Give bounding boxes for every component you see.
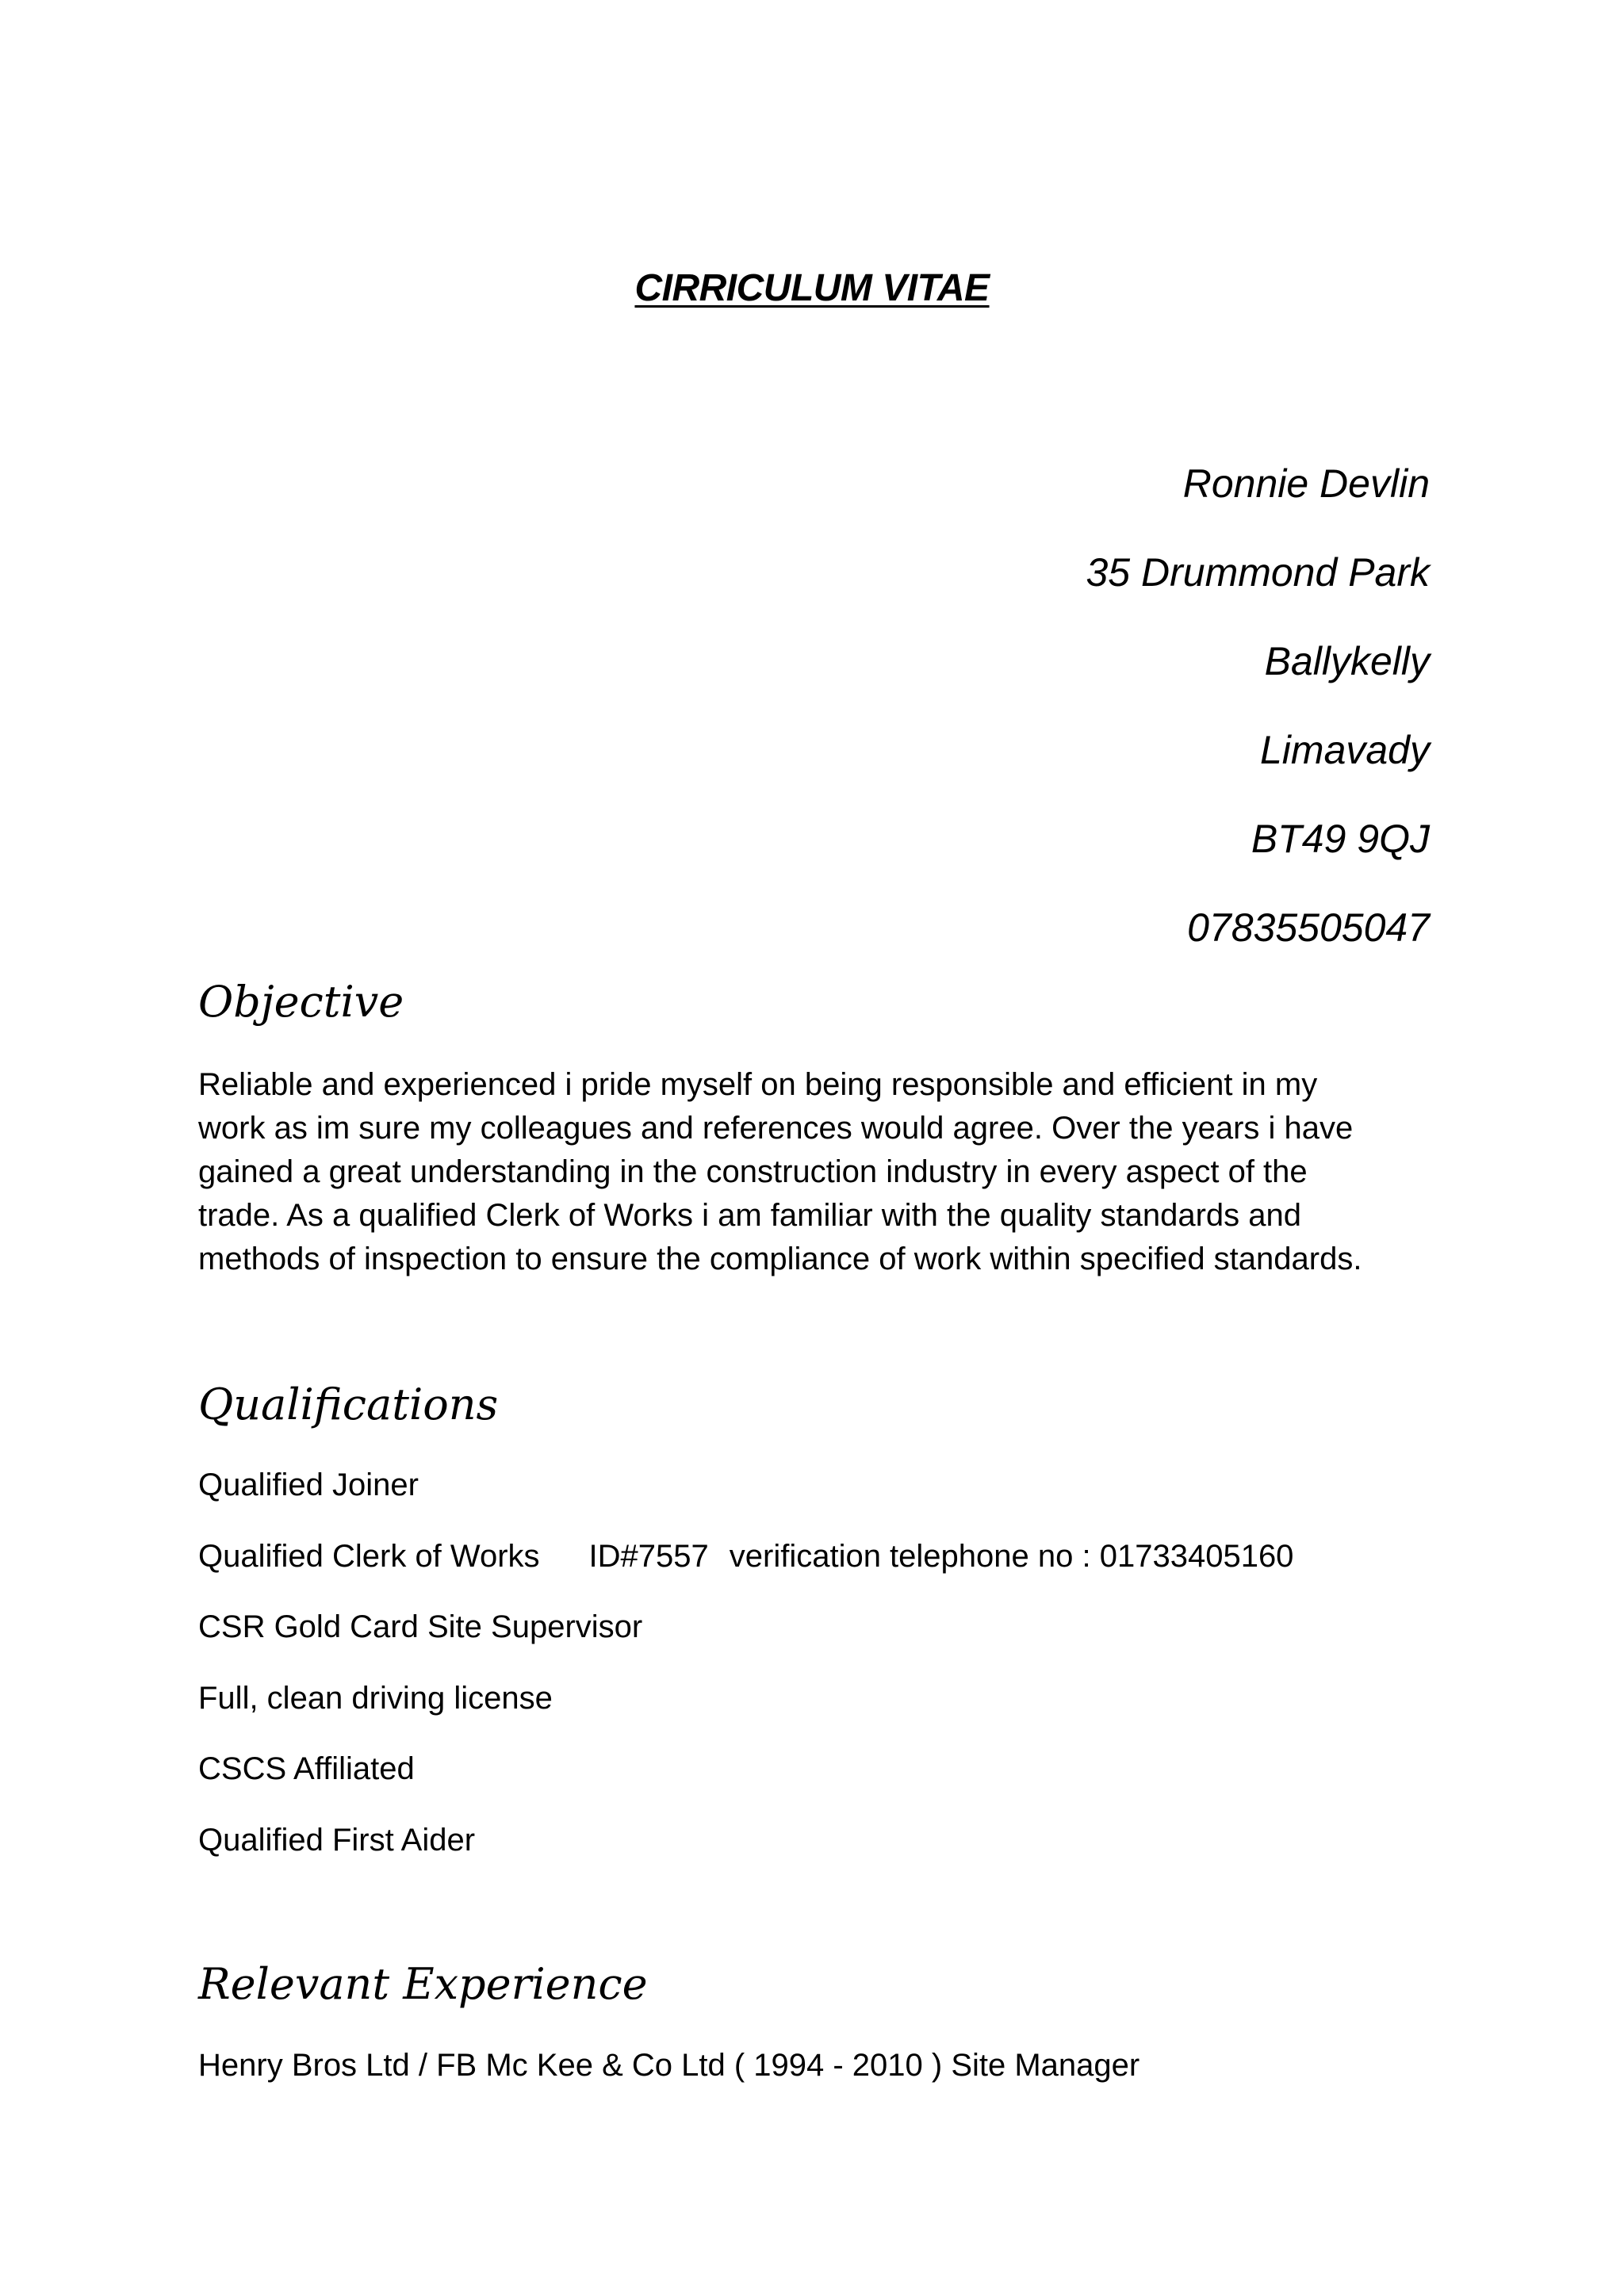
qualification-item: Qualified Joiner (198, 1468, 419, 1502)
verification-phone: verification telephone no : 01733405160 (729, 1539, 1294, 1574)
objective-line: trade. As a qualified Clerk of Works i am familiar with the quality standards and (198, 1198, 1302, 1233)
qualification-item: CSCS Affiliated (198, 1751, 415, 1786)
qualification-item: Qualified First Aider (198, 1823, 476, 1858)
experience-heading: Relevant Experience (198, 1959, 648, 2009)
clerk-id: ID#7557 (588, 1539, 709, 1574)
contact-phone: 07835505047 (1187, 905, 1430, 950)
objective-line: methods of inspection to ensure the compliance of work within specified standards. (198, 1242, 1362, 1276)
objective-heading: Objective (198, 977, 404, 1027)
qualifications-heading: Qualifications (198, 1380, 499, 1429)
contact-name: Ronnie Devlin (1182, 461, 1430, 506)
contact-block (1086, 439, 1431, 972)
objective-line: Reliable and experienced i pride myself on being responsible and efficient in my (198, 1067, 1318, 1102)
contact-city: Limavady (1260, 728, 1430, 772)
objective-line: gained a great understanding in the construction industry in every aspect of the (198, 1154, 1308, 1189)
qualification-item (198, 1536, 1293, 1576)
contact-postcode: BT49 9QJ (1251, 817, 1430, 861)
document-title: CIRRICULUM VITAE (634, 267, 990, 309)
experience-item: Henry Bros Ltd / FB Mc Kee & Co Ltd ( 1994 - 2010 ) Site Manager (198, 2048, 1140, 2083)
objective-line: work as im sure my colleagues and references would agree. Over the years i have (198, 1111, 1354, 1146)
contact-town: Ballykelly (1264, 639, 1430, 683)
qualification-item: CSR Gold Card Site Supervisor (198, 1609, 643, 1644)
qualification-item-label: Qualified Clerk of Works (198, 1539, 540, 1574)
qualification-item: Full, clean driving license (198, 1681, 553, 1716)
objective-paragraph (198, 1063, 1451, 1281)
contact-street: 35 Drummond Park (1086, 550, 1430, 595)
